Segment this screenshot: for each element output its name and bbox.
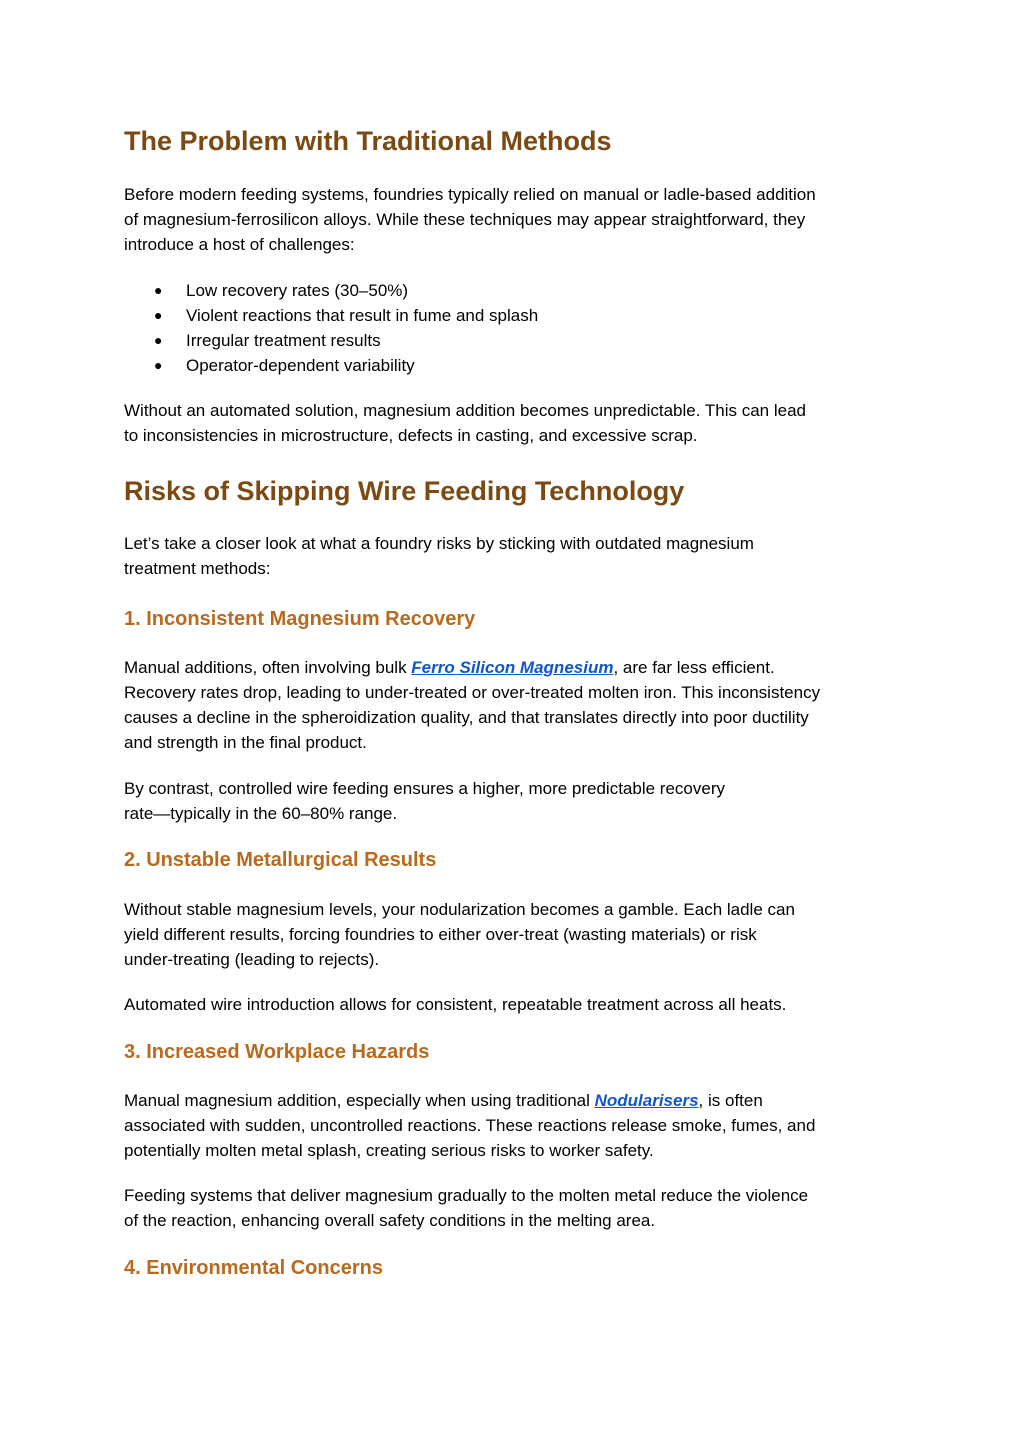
bullet-icon: ●	[154, 357, 163, 373]
paragraph-recovery-2	[124, 776, 904, 826]
bullet-icon: ●	[154, 307, 163, 323]
text-line: treatment methods:	[124, 559, 271, 578]
heading-unstable-results: 2. Unstable Metallurgical Results	[124, 849, 437, 871]
text-line: Before modern feeding systems, foundries typically relied on manual or ladle-based addition	[124, 185, 816, 204]
paragraph-hazards-2	[124, 1183, 904, 1233]
text-line: of magnesium-ferrosilicon alloys. While these techniques may appear straightforward, they	[124, 210, 806, 229]
text-line: Recovery rates drop, leading to under-treated or over-treated molten iron. This inconsistency	[124, 683, 821, 702]
text-line: to inconsistencies in microstructure, defects in casting, and excessive scrap.	[124, 426, 698, 445]
list-item-text: Operator-dependent variability	[186, 356, 415, 375]
list-item-text: Low recovery rates (30–50%)	[186, 281, 409, 300]
text-line: Let’s take a closer look at what a foundry risks by sticking with outdated magnesium	[124, 534, 754, 553]
paragraph-recovery-1	[124, 655, 904, 755]
text-line: Without stable magnesium levels, your nodularization becomes a gamble. Each ladle can	[124, 900, 795, 919]
heading-risks: Risks of Skipping Wire Feeding Technology	[124, 476, 685, 506]
bullet-icon: ●	[154, 332, 163, 348]
text-line: , are far less efficient.	[613, 658, 775, 677]
text-line: causes a decline in the spheroidization quality, and that translates directly into poor ductility	[124, 708, 809, 727]
link-ferro-silicon-magnesium[interactable]: Ferro Silicon Magnesium	[411, 658, 614, 677]
heading-inconsistent-recovery: 1. Inconsistent Magnesium Recovery	[124, 608, 476, 630]
list-item-text: Violent reactions that result in fume and splash	[186, 306, 539, 325]
list-item	[124, 328, 538, 353]
heading-environmental-concerns: 4. Environmental Concerns	[124, 1257, 383, 1279]
list-item	[124, 303, 538, 328]
paragraph-unstable-2: Automated wire introduction allows for consistent, repeatable treatment across all heats.	[124, 995, 787, 1014]
text-line: of the reaction, enhancing overall safety conditions in the melting area.	[124, 1211, 656, 1230]
text-line: associated with sudden, uncontrolled reactions. These reactions release smoke, fumes, and	[124, 1116, 816, 1135]
text-line: Without an automated solution, magnesium addition becomes unpredictable. This can lead	[124, 401, 806, 420]
text-line: Manual magnesium addition, especially when using traditional	[124, 1091, 595, 1110]
text-line: rate—typically in the 60–80% range.	[124, 804, 398, 823]
list-item	[124, 353, 538, 378]
paragraph-traditional-outro	[124, 398, 904, 448]
text-line: yield different results, forcing foundries to either over-treat (wasting materials) or risk	[124, 925, 757, 944]
heading-workplace-hazards: 3. Increased Workplace Hazards	[124, 1041, 430, 1063]
paragraph-traditional-intro	[124, 182, 904, 257]
paragraph-risks-intro	[124, 531, 904, 581]
text-line: introduce a host of challenges:	[124, 235, 355, 254]
heading-traditional-methods: The Problem with Traditional Methods	[124, 126, 612, 156]
text-line: and strength in the final product.	[124, 733, 367, 752]
bullet-icon: ●	[154, 282, 163, 298]
paragraph-hazards-1	[124, 1088, 904, 1163]
text-line: , is often	[698, 1091, 763, 1110]
paragraph-unstable-1	[124, 897, 904, 972]
challenges-list	[124, 278, 538, 378]
text-line: potentially molten metal splash, creating serious risks to worker safety.	[124, 1141, 654, 1160]
text-line: Manual additions, often involving bulk	[124, 658, 412, 677]
text-line: Feeding systems that deliver magnesium gradually to the molten metal reduce the violence	[124, 1186, 809, 1205]
list-item-text: Irregular treatment results	[186, 331, 381, 350]
text-line: By contrast, controlled wire feeding ensures a higher, more predictable recovery	[124, 779, 725, 798]
list-item	[124, 278, 538, 303]
text-line: under-treating (leading to rejects).	[124, 950, 380, 969]
link-nodularisers[interactable]: Nodularisers	[594, 1091, 699, 1110]
